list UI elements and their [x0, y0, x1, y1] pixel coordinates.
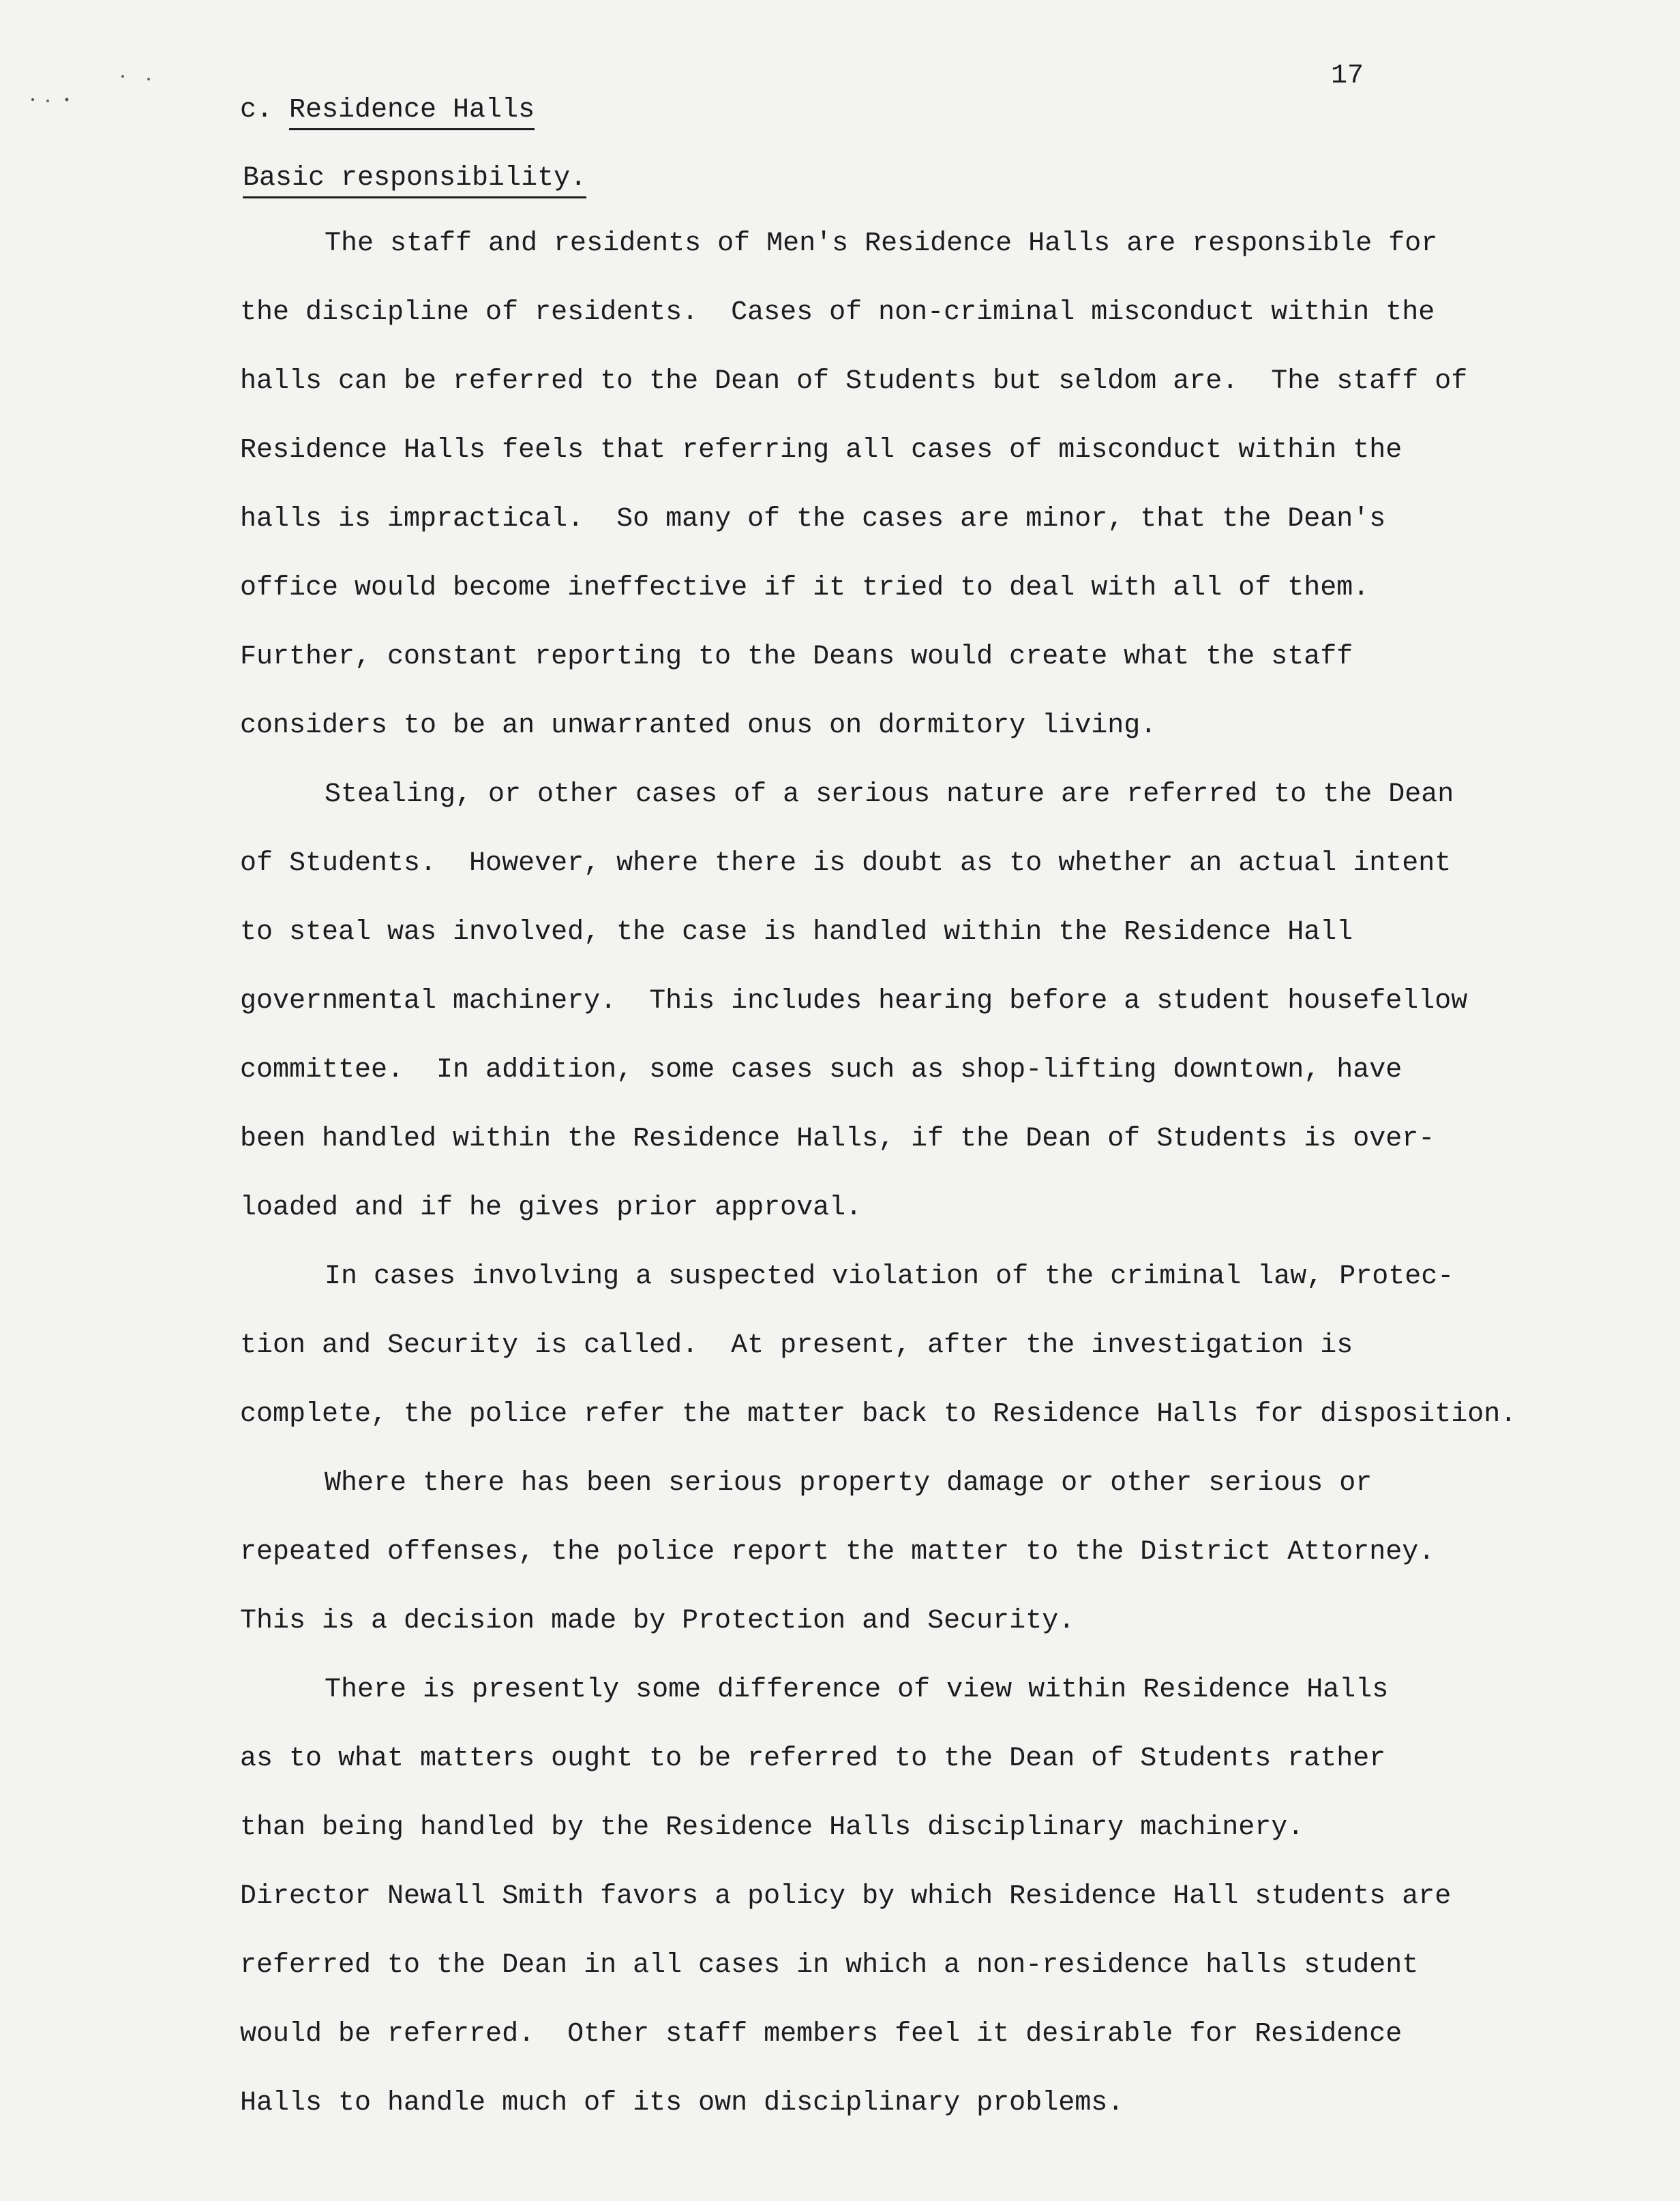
subheading	[243, 160, 586, 198]
text-line: of Students. However, where there is doubt as to whether an actual intent	[240, 848, 1452, 879]
text-line: The staff and residents of Men's Residence Halls are responsible for	[325, 228, 1438, 259]
text-line: Further, constant reporting to the Deans would create what the staff	[240, 642, 1353, 672]
section-heading	[240, 91, 535, 130]
text-line: considers to be an unwarranted onus on dormitory living.	[240, 710, 1157, 741]
body-text	[240, 225, 1576, 2153]
text-line: the discipline of residents. Cases of non-criminal misconduct within the	[240, 297, 1435, 328]
text-line: governmental machinery. This includes hearing before a student housefellow	[240, 986, 1468, 1017]
text-line: been handled within the Residence Halls, if the Dean of Students is over-	[240, 1124, 1435, 1154]
margin-specks	[27, 74, 164, 115]
text-line: There is presently some difference of view within Residence Halls	[325, 1675, 1389, 1705]
text-line: halls can be referred to the Dean of Students but seldom are. The staff of	[240, 366, 1468, 397]
text-line: than being handled by the Residence Halls disciplinary machinery.	[240, 1812, 1304, 1843]
section-title: Residence Halls	[289, 95, 535, 130]
text-line: Halls to handle much of its own disciplinary problems.	[240, 2088, 1124, 2118]
text-line: This is a decision made by Protection and Security.	[240, 1606, 1075, 1636]
text-line: tion and Security is called. At present, after the investigation is	[240, 1330, 1353, 1361]
text-line: repeated offenses, the police report the matter to the District Attorney.	[240, 1537, 1435, 1568]
text-line: referred to the Dean in all cases in which a non-residence halls student	[240, 1950, 1419, 1981]
text-line: In cases involving a suspected violation of the criminal law, Protec-	[325, 1261, 1454, 1292]
text-line: office would become ineffective if it tried to deal with all of them.	[240, 573, 1370, 603]
text-line: Residence Halls feels that referring all cases of misconduct within the	[240, 435, 1402, 466]
subheading-text: Basic responsibility.	[243, 163, 586, 198]
page-number: 17	[1331, 61, 1364, 91]
text-line: loaded and if he gives prior approval.	[240, 1193, 862, 1223]
text-line: Director Newall Smith favors a policy by which Residence Hall students are	[240, 1881, 1452, 1912]
text-line: Stealing, or other cases of a serious nature are referred to the Dean	[325, 779, 1454, 810]
text-line: complete, the police refer the matter back to Residence Halls for disposition.	[240, 1399, 1517, 1430]
text-line: Where there has been serious property damage or other serious or	[325, 1468, 1372, 1499]
text-line: committee. In addition, some cases such as shop-lifting downtown, have	[240, 1055, 1402, 1085]
text-line: as to what matters ought to be referred to the Dean of Students rather	[240, 1743, 1386, 1774]
section-prefix: c.	[240, 95, 290, 125]
text-line: to steal was involved, the case is handled within the Residence Hall	[240, 917, 1353, 948]
text-line: would be referred. Other staff members feel it desirable for Residence	[240, 2019, 1402, 2050]
text-line: halls is impractical. So many of the cases are minor, that the Dean's	[240, 504, 1386, 535]
